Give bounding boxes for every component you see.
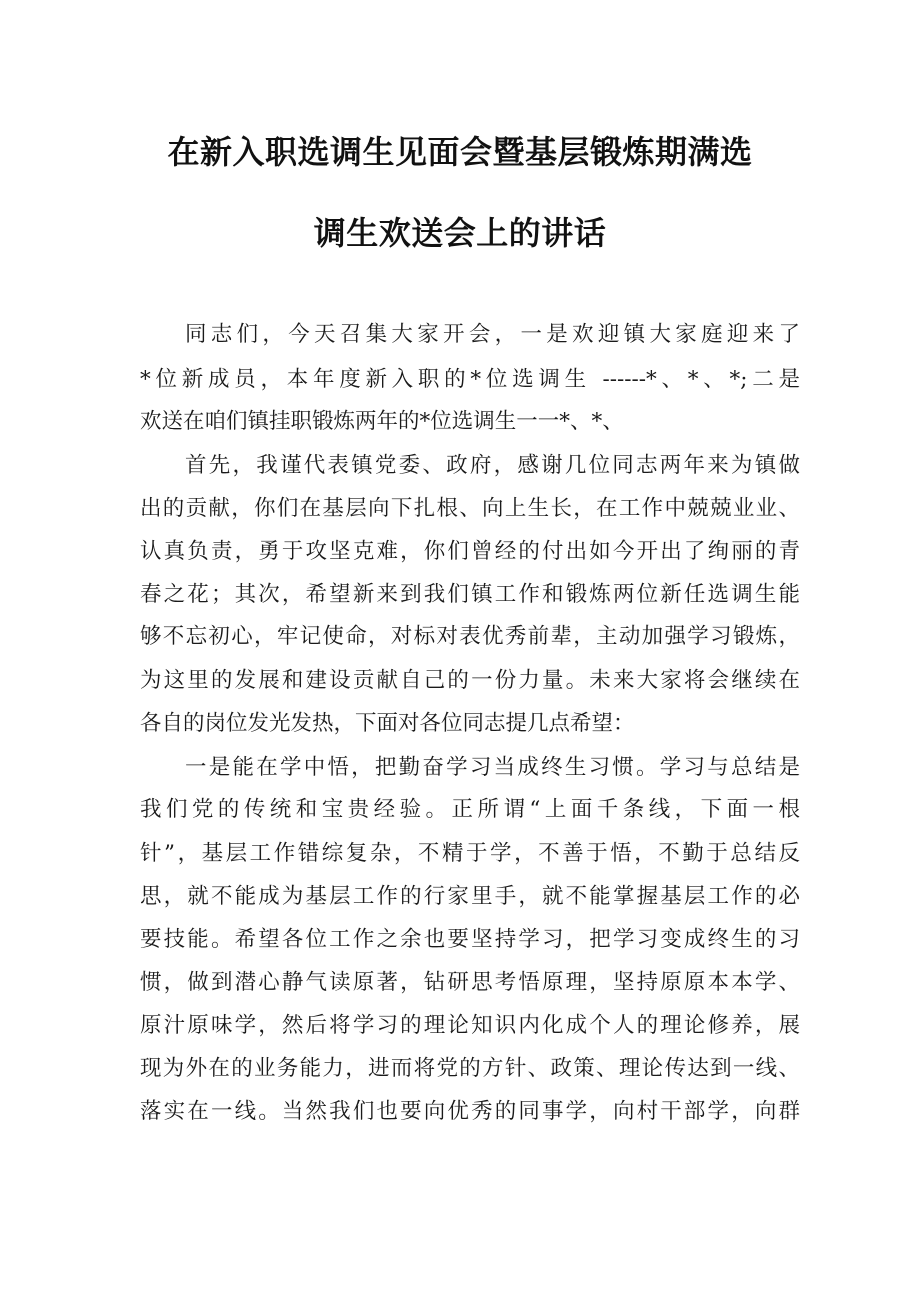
- paragraph-3-line-8: 现为外在的业务能力，进而将党的方针、政策、理论传达到一线、: [140, 1056, 800, 1081]
- paragraph-2-line-3: 认真负责，勇于攻坚克难，你们曾经的付出如今开出了绚丽的青: [140, 539, 800, 564]
- document-title-line-1: 在新入职选调生见面会暨基层锻炼期满选: [167, 133, 753, 171]
- paragraph-3-line-3: 针”，基层工作错综复杂，不精于学，不善于悟，不勤于总结反: [140, 841, 800, 866]
- paragraph-1-line-2: *位新成员，本年度新入职的*位选调生 ------*、*、*;二是: [140, 367, 800, 392]
- paragraph-3-line-4: 思，就不能成为基层工作的行家里手，就不能掌握基层工作的必: [140, 884, 800, 909]
- paragraph-3-line-9: 落实在一线。当然我们也要向优秀的同事学，向村干部学，向群: [140, 1099, 800, 1124]
- paragraph-3-line-6: 惯，做到潜心静气读原著，钻研思考悟原理，坚持原原本本学、: [140, 970, 800, 995]
- paragraph-3-line-7: 原汁原味学，然后将学习的理论知识内化成个人的理论修养，展: [140, 1013, 800, 1038]
- document-title-line-2: 调生欢送会上的讲话: [313, 214, 607, 252]
- paragraph-2-line-5: 够不忘初心，牢记使命，对标对表优秀前辈，主动加强学习锻炼，: [140, 624, 800, 649]
- paragraph-2-line-6: 为这里的发展和建设贡献自己的一份力量。未来大家将会继续在: [140, 668, 800, 693]
- paragraph-3-line-1: 一是能在学中悟，把勤奋学习当成终生习惯。学习与总结是: [185, 755, 800, 780]
- paragraph-2-line-4: 春之花；其次，希望新来到我们镇工作和锻炼两位新任选调生能: [140, 582, 800, 607]
- paragraph-2-line-2: 出的贡献，你们在基层向下扎根、向上生长，在工作中兢兢业业、: [140, 496, 800, 521]
- paragraph-1-line-1: 同志们，今天召集大家开会，一是欢迎镇大家庭迎来了: [185, 322, 800, 347]
- paragraph-2-line-1: 首先，我谨代表镇党委、政府，感谢几位同志两年来为镇做: [185, 453, 800, 478]
- paragraph-3-line-5: 要技能。希望各位工作之余也要坚持学习，把学习变成终生的习: [140, 927, 800, 952]
- paragraph-3-line-2: 我们党的传统和宝贵经验。正所谓“上面千条线，下面一根: [140, 797, 800, 822]
- paragraph-1-line-3: 欢送在咱们镇挂职锻炼两年的*位选调生一一*、*、: [140, 409, 624, 434]
- paragraph-2-line-7: 各自的岗位发光发热，下面对各位同志提几点希望：: [140, 711, 635, 736]
